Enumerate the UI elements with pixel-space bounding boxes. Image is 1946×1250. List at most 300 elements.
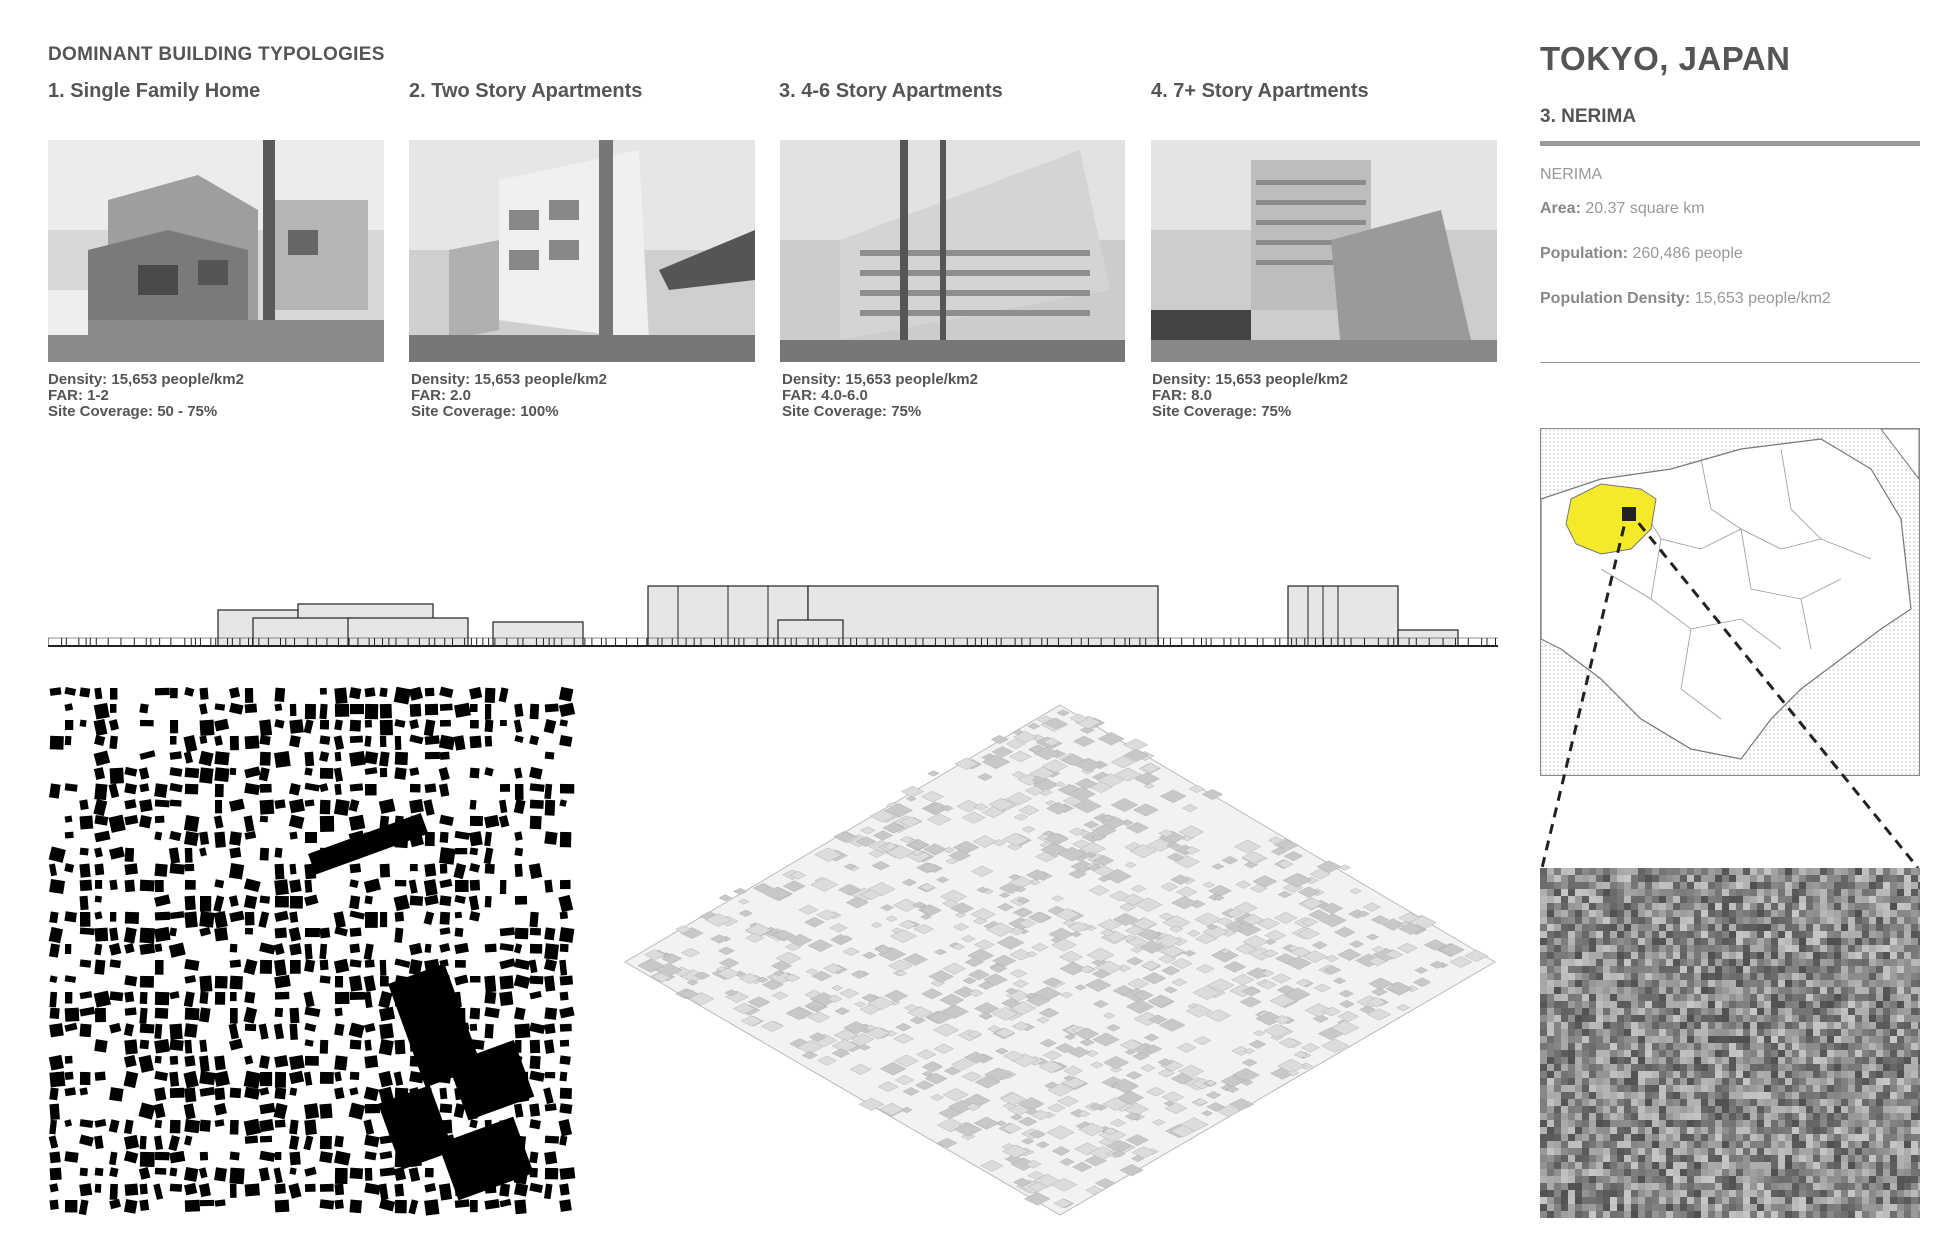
building-footprint	[169, 928, 177, 937]
building-footprint	[484, 1199, 499, 1210]
building-footprint	[380, 720, 393, 736]
building-footprint	[140, 1184, 148, 1195]
building-footprint	[559, 799, 567, 807]
far-value: FAR: 1-2	[48, 387, 109, 404]
building-footprint	[544, 831, 557, 845]
building-footprint	[364, 1151, 376, 1160]
building-footprint	[470, 736, 482, 749]
building-footprint	[275, 1008, 283, 1017]
building-footprint	[214, 815, 224, 828]
building-footprint	[260, 848, 269, 861]
building-footprint	[455, 960, 466, 968]
building-footprint	[229, 799, 245, 812]
building-footprint	[50, 1008, 60, 1019]
building-footprint	[514, 735, 523, 743]
building-footprint	[230, 959, 242, 967]
building-footprint	[349, 1200, 362, 1214]
building-footprint	[334, 784, 341, 795]
building-footprint	[230, 1151, 240, 1160]
building-footprint	[244, 766, 260, 778]
building-footprint	[320, 688, 327, 695]
building-footprint	[350, 992, 365, 1000]
building-footprint	[289, 831, 297, 839]
building-footprint	[560, 975, 573, 985]
building-footprint	[350, 910, 365, 919]
building-footprint	[379, 1039, 394, 1056]
building-footprint	[409, 799, 424, 813]
building-footprint	[214, 767, 229, 782]
building-footprint	[559, 927, 574, 943]
building-footprint	[424, 911, 435, 925]
building-footprint	[108, 783, 119, 798]
building-footprint	[485, 944, 497, 953]
typology-stats-3	[782, 372, 978, 420]
building-footprint	[64, 911, 77, 922]
density-value: Density: 15,653 people/km2	[1152, 371, 1348, 388]
building-footprint	[274, 719, 284, 728]
building-footprint	[213, 895, 224, 912]
building-footprint	[154, 894, 171, 906]
building-footprint	[349, 1023, 365, 1039]
building-footprint	[274, 1023, 284, 1039]
building-footprint	[79, 864, 90, 878]
building-footprint	[545, 752, 555, 760]
building-footprint	[544, 719, 557, 734]
building-footprint	[110, 688, 117, 700]
building-footprint	[424, 783, 436, 793]
building-footprint	[140, 720, 154, 727]
building-footprint	[365, 1168, 373, 1181]
building-footprint	[350, 704, 364, 714]
building-footprint	[49, 1183, 58, 1192]
building-footprint	[378, 991, 392, 1009]
building-footprint	[65, 832, 74, 839]
building-footprint	[199, 1183, 211, 1197]
city-title: TOKYO, JAPAN	[1540, 40, 1791, 77]
building-footprint	[155, 688, 170, 696]
building-footprint	[529, 1119, 541, 1129]
area-value: 20.37 square km	[1585, 200, 1705, 217]
building-footprint	[500, 784, 510, 792]
building-footprint	[140, 880, 155, 892]
building-footprint	[138, 1055, 153, 1073]
building-footprint	[379, 1007, 395, 1022]
building-footprint	[289, 879, 302, 893]
building-footprint	[244, 815, 255, 832]
building-footprint	[214, 832, 226, 848]
building-footprint	[124, 815, 138, 825]
building-footprint	[558, 895, 573, 913]
building-footprint	[185, 1008, 200, 1021]
building-footprint	[184, 991, 195, 1007]
population-label: Population:	[1540, 245, 1628, 262]
building-footprint	[260, 752, 271, 766]
building-footprint	[364, 1087, 379, 1101]
building-footprint	[350, 1072, 360, 1080]
figure-ground-plan	[48, 684, 576, 1218]
building-footprint	[274, 975, 291, 989]
building-footprint	[455, 1199, 470, 1208]
building-footprint	[335, 992, 350, 1004]
building-footprint	[544, 943, 559, 960]
building-footprint	[334, 927, 348, 937]
building-footprint	[470, 720, 479, 729]
building-footprint	[124, 991, 134, 1002]
building-footprint	[544, 1151, 557, 1164]
building-footprint	[95, 1184, 102, 1193]
building-footprint	[289, 1167, 296, 1174]
building-footprint	[305, 704, 316, 719]
building-footprint	[364, 1055, 378, 1068]
building-footprint	[304, 1119, 317, 1135]
building-footprint	[274, 911, 289, 922]
building-footprint	[515, 864, 523, 877]
building-footprint	[349, 1087, 358, 1095]
building-footprint	[259, 719, 272, 736]
building-footprint	[139, 943, 155, 955]
building-footprint	[79, 1183, 92, 1196]
building-footprint	[199, 1071, 215, 1085]
building-footprint	[424, 895, 438, 906]
building-footprint	[80, 912, 91, 927]
photo-single-family-home	[48, 140, 384, 362]
building-footprint	[425, 688, 435, 697]
building-footprint	[153, 1183, 163, 1199]
building-footprint	[455, 880, 469, 892]
building-footprint	[199, 735, 207, 744]
building-footprint	[530, 816, 542, 830]
building-footprint	[155, 1008, 169, 1019]
building-footprint	[65, 992, 72, 1004]
building-footprint	[319, 783, 328, 792]
building-footprint	[395, 1040, 406, 1055]
building-footprint	[274, 751, 291, 768]
building-footprint	[154, 1039, 170, 1054]
building-footprint	[229, 703, 243, 715]
building-footprint	[80, 1119, 94, 1128]
building-footprint	[65, 1200, 77, 1213]
building-footprint	[334, 959, 349, 974]
building-footprint	[408, 1199, 418, 1214]
building-footprint	[109, 1119, 120, 1133]
building-footprint	[469, 687, 482, 700]
building-footprint	[95, 1168, 104, 1176]
building-footprint	[124, 943, 135, 954]
building-footprint	[365, 784, 377, 796]
building-footprint	[289, 927, 301, 942]
building-footprint	[49, 1071, 65, 1087]
building-footprint	[409, 879, 418, 893]
building-footprint	[320, 1072, 334, 1084]
building-footprint	[485, 720, 494, 732]
building-footprint	[380, 976, 389, 987]
building-footprint	[394, 895, 410, 912]
building-footprint	[304, 1023, 316, 1032]
building-footprint	[184, 1119, 200, 1133]
building-footprint	[95, 1008, 106, 1022]
building-footprint	[379, 1184, 389, 1201]
building-footprint	[230, 768, 237, 775]
building-footprint	[110, 912, 116, 922]
building-footprint	[229, 895, 239, 907]
building-footprint	[155, 1120, 163, 1129]
building-footprint	[424, 879, 438, 896]
building-footprint	[289, 783, 301, 796]
building-footprint	[139, 1008, 147, 1024]
building-footprint	[544, 975, 555, 991]
building-footprint	[334, 1087, 345, 1099]
building-footprint	[169, 1168, 177, 1177]
building-footprint	[380, 768, 387, 777]
building-footprint	[109, 880, 117, 891]
population-value: 260,486 people	[1632, 245, 1743, 262]
building-footprint	[50, 1168, 62, 1181]
building-footprint	[199, 976, 212, 993]
building-footprint	[439, 767, 450, 781]
building-footprint	[320, 800, 331, 815]
photo-4-6-story-apartments	[780, 140, 1125, 362]
building-footprint	[79, 1024, 91, 1038]
building-footprint	[154, 1103, 166, 1118]
building-footprint	[544, 1039, 555, 1053]
building-footprint	[155, 992, 169, 1005]
building-footprint	[155, 880, 164, 892]
building-footprint	[124, 799, 136, 809]
building-footprint	[140, 1024, 155, 1034]
building-footprint	[154, 783, 168, 798]
building-footprint	[409, 719, 419, 729]
typology-title-1: 1. Single Family Home	[48, 80, 261, 102]
building-footprint	[529, 1071, 545, 1082]
building-footprint	[154, 831, 162, 840]
building-footprint	[124, 1071, 139, 1088]
building-footprint	[170, 911, 185, 919]
building-footprint	[169, 1039, 183, 1051]
building-footprint	[185, 896, 196, 911]
building-footprint	[65, 783, 78, 791]
building-footprint	[245, 912, 255, 926]
building-footprint	[440, 704, 453, 711]
zoom-connector	[1538, 500, 1924, 880]
building-footprint	[319, 735, 330, 745]
building-footprint	[155, 960, 164, 975]
building-footprint	[335, 1008, 343, 1017]
building-footprint	[94, 703, 110, 720]
building-footprint	[424, 1199, 439, 1215]
building-footprint	[439, 687, 453, 698]
building-footprint	[544, 1007, 557, 1019]
building-footprint	[214, 927, 228, 941]
building-footprint	[65, 975, 76, 983]
building-footprint	[260, 1136, 272, 1143]
density-row	[1540, 290, 1831, 308]
building-footprint	[140, 976, 154, 988]
building-footprint	[499, 815, 510, 828]
building-footprint	[514, 847, 523, 856]
building-footprint	[470, 816, 483, 826]
building-footprint	[125, 1183, 139, 1195]
typology-stats-1	[48, 372, 244, 420]
building-footprint	[514, 767, 523, 778]
building-footprint	[169, 847, 180, 863]
building-footprint	[529, 767, 543, 780]
building-footprint	[230, 1184, 237, 1198]
building-footprint	[260, 784, 272, 793]
building-footprint	[560, 719, 568, 726]
building-footprint	[515, 928, 529, 939]
building-footprint	[80, 1072, 91, 1085]
building-footprint	[184, 1183, 197, 1195]
building-footprint	[320, 1040, 329, 1054]
building-footprint	[124, 927, 137, 943]
building-footprint	[335, 752, 342, 762]
building-footprint	[169, 1024, 182, 1040]
building-footprint	[560, 1088, 572, 1099]
building-footprint	[424, 863, 436, 876]
density-value: 15,653 people/km2	[1694, 290, 1831, 307]
building-footprint	[545, 1103, 557, 1111]
building-footprint	[109, 928, 118, 941]
divider	[1540, 362, 1920, 363]
building-footprint	[80, 848, 89, 856]
building-footprint	[170, 720, 178, 733]
building-footprint	[275, 1152, 281, 1160]
building-footprint	[560, 944, 569, 952]
building-footprint	[215, 1199, 226, 1206]
density-label: Population Density:	[1540, 290, 1691, 307]
building-footprint	[469, 1119, 478, 1128]
building-footprint	[365, 767, 378, 775]
building-footprint	[155, 800, 170, 808]
typology-stats-4	[1152, 372, 1348, 420]
building-footprint	[260, 800, 275, 815]
building-footprint	[334, 735, 344, 750]
building-footprint	[185, 767, 200, 778]
building-footprint	[65, 736, 72, 745]
building-footprint	[470, 976, 480, 983]
building-footprint	[138, 1102, 155, 1119]
building-footprint	[170, 751, 182, 760]
building-footprint	[334, 719, 343, 730]
building-footprint	[259, 942, 276, 954]
building-footprint	[469, 863, 480, 873]
building-footprint	[124, 767, 137, 777]
building-footprint	[94, 911, 102, 919]
building-footprint	[364, 1023, 375, 1033]
building-footprint	[170, 1088, 185, 1098]
building-footprint	[50, 687, 62, 696]
building-footprint	[80, 816, 94, 830]
building-footprint	[558, 1119, 572, 1136]
area-label: Area:	[1540, 200, 1581, 217]
building-footprint	[245, 1024, 256, 1031]
building-footprint	[559, 735, 572, 747]
building-footprint	[80, 1168, 88, 1177]
building-footprint	[364, 1135, 379, 1147]
building-footprint	[274, 879, 289, 895]
building-footprint	[484, 832, 492, 847]
building-footprint	[140, 992, 148, 1004]
building-footprint	[499, 958, 515, 969]
building-footprint	[200, 688, 209, 700]
building-footprint	[350, 736, 363, 743]
divider	[1540, 141, 1920, 146]
building-footprint	[230, 992, 237, 1001]
building-footprint	[394, 687, 411, 705]
building-footprint	[289, 799, 305, 813]
building-footprint	[334, 1135, 344, 1147]
building-footprint	[545, 1136, 559, 1144]
building-footprint	[214, 911, 228, 928]
building-footprint	[334, 799, 350, 816]
building-footprint	[170, 1056, 179, 1065]
building-footprint	[49, 1023, 64, 1037]
building-footprint	[244, 831, 256, 840]
building-footprint	[364, 975, 376, 992]
building-footprint	[125, 848, 134, 862]
building-footprint	[49, 1151, 60, 1163]
building-footprint	[289, 1135, 299, 1150]
building-footprint	[94, 1135, 104, 1149]
building-footprint	[350, 863, 362, 873]
building-footprint	[348, 1103, 365, 1120]
photo-7-plus-story-apartments	[1151, 140, 1497, 362]
building-footprint	[50, 1200, 59, 1210]
building-footprint	[304, 1167, 316, 1177]
building-footprint	[50, 736, 64, 750]
building-footprint	[170, 863, 186, 874]
site-coverage-value: Site Coverage: 75%	[1152, 403, 1292, 420]
building-footprint	[275, 896, 289, 908]
density-value: Density: 15,653 people/km2	[782, 371, 978, 388]
building-footprint	[79, 799, 88, 810]
building-footprint	[79, 687, 90, 697]
building-footprint	[49, 864, 57, 877]
building-footprint	[334, 687, 347, 704]
building-footprint	[170, 1120, 181, 1134]
building-footprint	[214, 751, 229, 765]
building-footprint	[95, 896, 102, 903]
building-footprint	[65, 944, 71, 954]
building-footprint	[124, 1023, 134, 1036]
building-footprint	[470, 800, 477, 810]
building-footprint	[95, 880, 102, 889]
building-footprint	[425, 944, 432, 953]
building-footprint	[559, 687, 573, 702]
building-footprint	[155, 1168, 166, 1175]
building-footprint	[453, 863, 466, 879]
building-footprint	[349, 975, 363, 991]
building-footprint	[304, 880, 312, 893]
building-footprint	[184, 1055, 195, 1066]
building-footprint	[440, 864, 447, 874]
site-coverage-value: Site Coverage: 100%	[411, 403, 559, 420]
building-footprint	[169, 783, 182, 792]
building-footprint	[380, 1167, 395, 1176]
building-footprint	[155, 1152, 170, 1161]
building-footprint	[380, 864, 390, 878]
building-footprint	[80, 880, 93, 892]
building-footprint	[245, 1135, 258, 1143]
building-footprint	[305, 1184, 316, 1192]
building-footprint	[259, 1151, 275, 1162]
far-value: FAR: 8.0	[1152, 387, 1213, 404]
building-footprint	[200, 1152, 208, 1161]
building-footprint	[244, 1071, 262, 1089]
building-footprint	[244, 1055, 253, 1064]
building-footprint	[79, 1199, 89, 1215]
building-footprint	[334, 911, 346, 928]
